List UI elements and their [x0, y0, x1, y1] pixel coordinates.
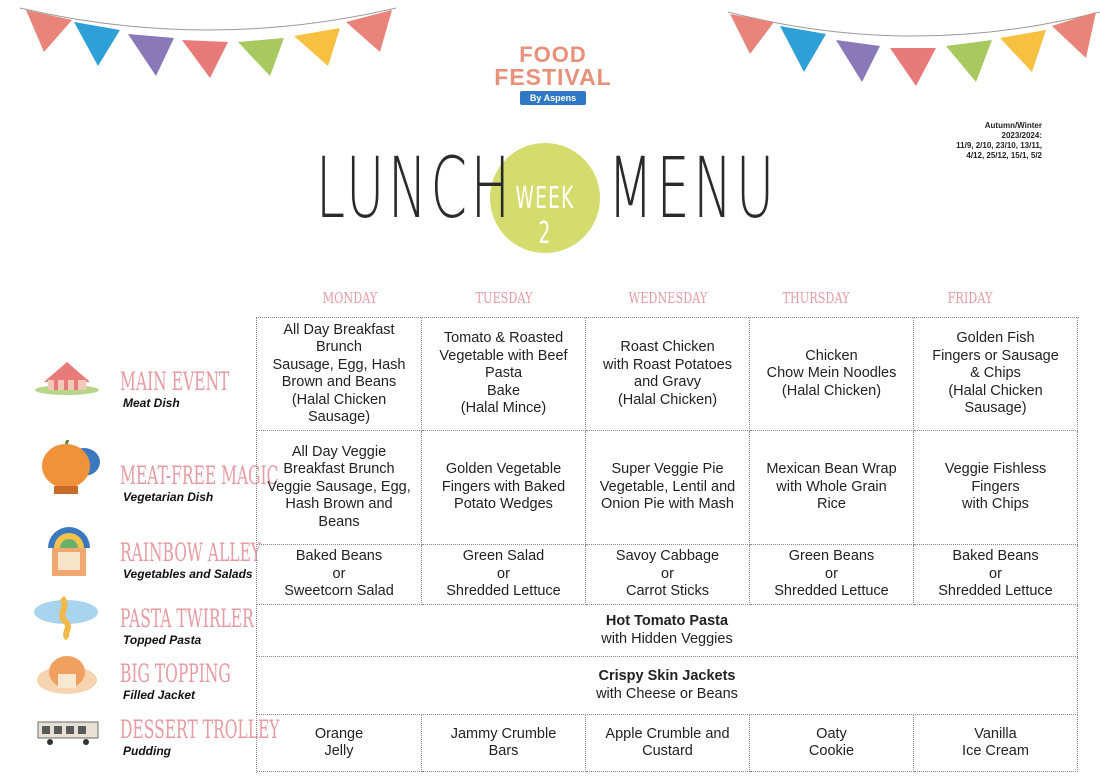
menu-cell: Savoy Cabbage or Carrot Sticks	[586, 545, 750, 605]
menu-cell: Tomato & Roasted Vegetable with Beef Pasta Bake (Halal Mince)	[422, 318, 586, 431]
menu-cell-span	[257, 657, 1078, 715]
menu-cell: Roast Chicken with Roast Potatoes and Gravy (Halal Chicken)	[586, 318, 750, 431]
menu-cell: Golden Vegetable Fingers with Baked Potato Wedges	[422, 431, 586, 545]
season-line-2: 2023/2024:	[1001, 131, 1042, 140]
menu-cell: Apple Crumble and Custard	[586, 715, 750, 772]
menu-cell: Golden Fish Fingers or Sausage & Chips (Halal Chicken Sausage)	[914, 318, 1078, 431]
bunting-left	[18, 0, 398, 82]
day-header-thursday: THURSDAY	[782, 289, 850, 307]
menu-grid	[256, 317, 1079, 773]
span-text: with Hidden Veggies	[601, 630, 733, 647]
span-title: Crispy Skin Jackets	[598, 668, 736, 684]
potato-house-icon	[34, 650, 100, 703]
menu-cell: Veggie Fishless Fingers with Chips	[914, 431, 1078, 545]
category-title: DESSERT TROLLEY	[120, 715, 280, 744]
menu-cell: Orange Jelly	[257, 715, 422, 772]
dessert-trolley-icon	[36, 718, 100, 751]
category-subtitle: Pudding	[123, 744, 171, 758]
category-title: RAINBOW ALLEY	[120, 538, 262, 567]
category-title: PASTA TWIRLER	[120, 604, 254, 633]
span-title: Hot Tomato Pasta	[605, 613, 729, 629]
pasta-swirl-icon	[32, 592, 100, 645]
season-line-1: Autumn/Winter	[984, 121, 1042, 130]
rainbow-stall-icon	[44, 518, 94, 589]
menu-cell: Baked Beans or Sweetcorn Salad	[257, 545, 422, 605]
category-subtitle: Vegetables and Salads	[123, 567, 253, 581]
menu-cell: Oaty Cookie	[750, 715, 914, 772]
menu-cell: All Day Veggie Breakfast Brunch Veggie Sausage, Egg, Hash Brown and Beans	[257, 431, 422, 545]
day-header-wednesday: WEDNESDAY	[628, 289, 708, 307]
week-label: WEEK 2	[515, 181, 575, 251]
title-menu: MENU	[608, 139, 778, 237]
menu-cell-span	[257, 605, 1078, 657]
season-line-3: 11/9, 2/10, 23/10, 13/11,	[956, 141, 1042, 150]
bunting-right	[728, 0, 1100, 90]
menu-cell: Green Beans or Shredded Lettuce	[750, 545, 914, 605]
season-dates	[902, 121, 1042, 161]
menu-cell: Vanilla Ice Cream	[914, 715, 1078, 772]
category-title: BIG TOPPING	[120, 659, 231, 688]
day-header-monday: MONDAY	[322, 289, 378, 307]
logo-line-1: FOOD	[519, 42, 587, 67]
menu-cell: All Day Breakfast Brunch Sausage, Egg, Hash Brown and Beans (Halal Chicken Sausage)	[257, 318, 422, 431]
category-subtitle: Vegetarian Dish	[123, 490, 214, 504]
menu-cell: Jammy Crumble Bars	[422, 715, 586, 772]
menu-cell: Super Veggie Pie Vegetable, Lentil and Onion Pie with Mash	[586, 431, 750, 545]
season-line-4: 4/12, 25/12, 15/1, 5/2	[966, 151, 1042, 160]
menu-cell: Chicken Chow Mein Noodles (Halal Chicken)	[750, 318, 914, 431]
day-header-friday: FRIDAY	[947, 289, 993, 307]
pumpkin-carriage-icon	[38, 440, 102, 503]
logo-line-2: FESTIVAL	[494, 64, 612, 90]
menu-cell: Green Salad or Shredded Lettuce	[422, 545, 586, 605]
category-subtitle: Meat Dish	[123, 396, 180, 410]
category-subtitle: Filled Jacket	[123, 688, 196, 702]
title-lunch: LUNCH	[316, 139, 514, 237]
food-festival-logo	[478, 44, 628, 106]
circus-tent-icon	[34, 360, 100, 401]
logo-badge: By Aspens	[520, 91, 586, 105]
menu-cell: Baked Beans or Shredded Lettuce	[914, 545, 1078, 605]
category-title: MAIN EVENT	[120, 367, 230, 396]
menu-cell: Mexican Bean Wrap with Whole Grain Rice	[750, 431, 914, 545]
category-subtitle: Topped Pasta	[123, 633, 202, 647]
span-text: with Cheese or Beans	[596, 685, 738, 702]
day-header-tuesday: TUESDAY	[475, 289, 533, 307]
category-title: MEAT-FREE MAGIC	[120, 461, 279, 490]
